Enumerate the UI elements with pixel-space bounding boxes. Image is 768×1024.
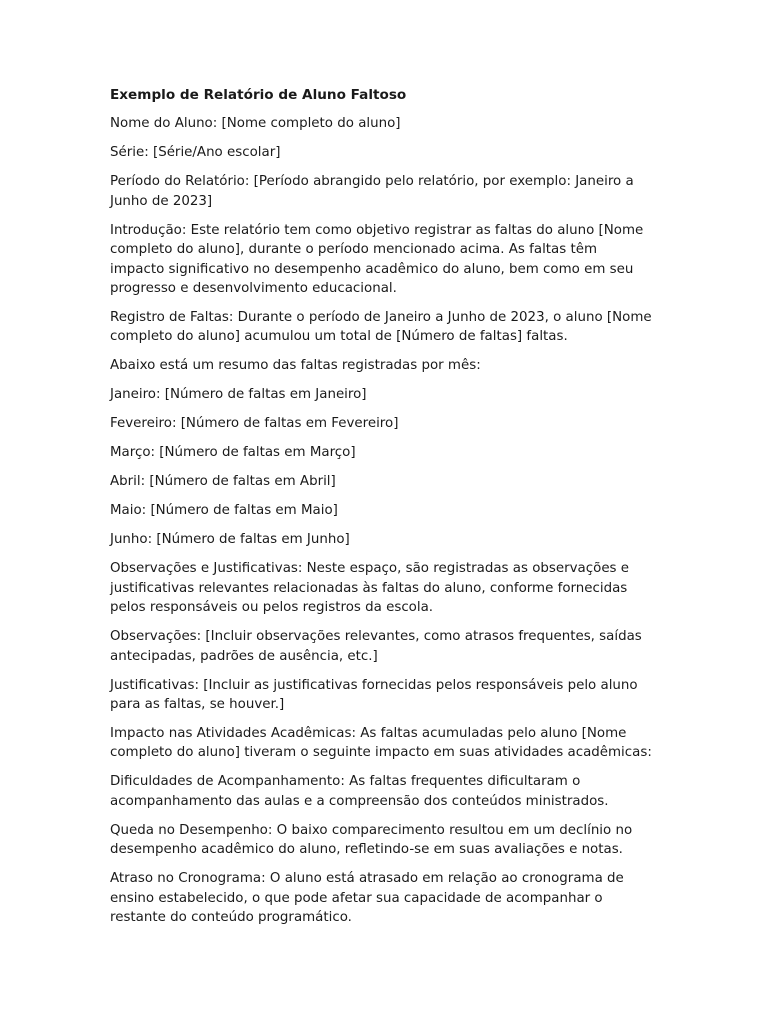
monthly-summary-intro: Abaixo está um resumo das faltas registradas por mês:	[110, 358, 481, 374]
follow-up-difficulties-paragraph: Dificuldades de Acompanhamento: As faltas frequentes dificultaram o acompanhamento das aulas e a compreensão dos conteúdos ministrados.	[110, 774, 609, 809]
document-title: Exemplo de Relatório de Aluno Faltoso	[110, 87, 407, 103]
observations-justifications-paragraph: Observações e Justificativas: Neste espaço, são registradas as observações e justificativas relevantes relacionadas às faltas do aluno, conforme fornecidas pelos responsáveis ou pelos registros da escola.	[110, 561, 630, 616]
performance-drop-paragraph: Queda no Desempenho: O baixo comparecimento resultou em um declínio no desempenho acadêmico do aluno, refletindo-se em suas avaliações e notas.	[110, 822, 633, 858]
schedule-delay-paragraph: Atraso no Cronograma: O aluno está atrasado em relação ao cronograma de ensino estabelecido, o que pode afetar sua capacidade de acompanhar o restante do conteúdo programático.	[110, 871, 624, 926]
document-page	[110, 86, 655, 937]
introduction-paragraph: Introdução: Este relatório tem como objetivo registrar as faltas do aluno [Nome completo do aluno], durante o período mencionado acima. As faltas têm impacto significativo no desempenho acadêmico do aluno, bem como em seu progresso e desenvolvimento educacional.	[110, 222, 644, 297]
month-line-february: Fevereiro: [Número de faltas em Fevereiro]	[110, 416, 399, 432]
absence-record-paragraph: Registro de Faltas: Durante o período de Janeiro a Junho de 2023, o aluno [Nome completo do aluno] acumulou um total de [Número de faltas] faltas.	[110, 310, 652, 345]
student-name-line: Nome do Aluno: [Nome completo do aluno]	[110, 116, 401, 132]
month-line-may: Maio: [Número de faltas em Maio]	[110, 503, 338, 519]
grade-line: Série: [Série/Ano escolar]	[110, 145, 281, 161]
month-line-april: Abril: [Número de faltas em Abril]	[110, 474, 336, 490]
academic-impact-paragraph: Impacto nas Atividades Acadêmicas: As faltas acumuladas pelo aluno [Nome completo do aluno] tiveram o seguinte impacto em suas atividades acadêmicas:	[110, 726, 652, 761]
month-line-june: Junho: [Número de faltas em Junho]	[110, 532, 350, 548]
observations-paragraph: Observações: [Incluir observações relevantes, como atrasos frequentes, saídas antecipadas, padrões de ausência, etc.]	[110, 629, 642, 664]
justifications-paragraph: Justificativas: [Incluir as justificativas fornecidas pelos responsáveis pelo aluno para as faltas, se houver.]	[110, 677, 638, 713]
month-line-january: Janeiro: [Número de faltas em Janeiro]	[110, 387, 367, 403]
month-line-march: Março: [Número de faltas em Março]	[110, 445, 356, 461]
report-period-line: Período do Relatório: [Período abrangido pelo relatório, por exemplo: Janeiro a Junho de 2023]	[110, 174, 634, 209]
